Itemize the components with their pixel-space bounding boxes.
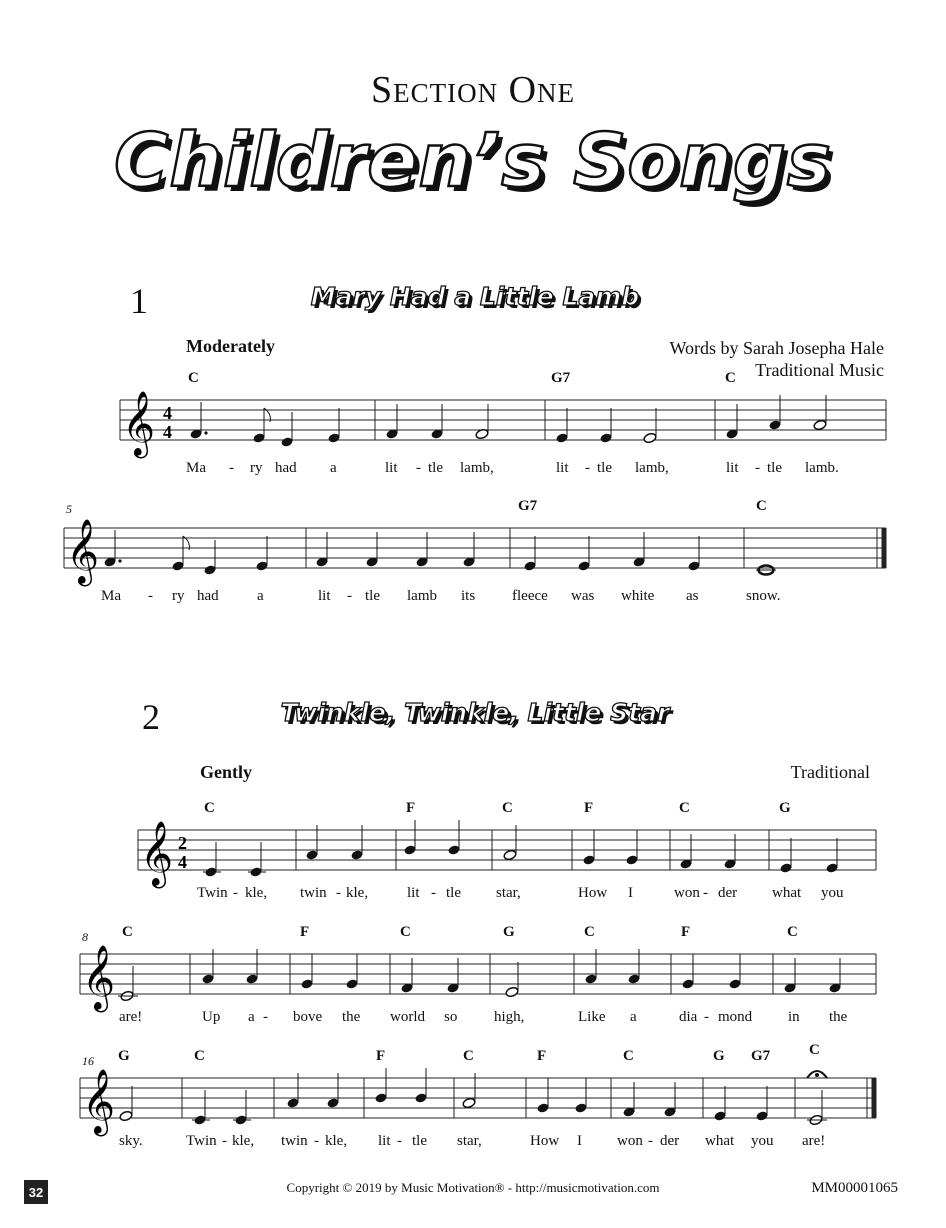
lyric-syllable: Twin: [186, 1133, 217, 1149]
measure-number: 5: [66, 502, 72, 516]
lyric-syllable: as: [686, 588, 699, 604]
chord-symbol: C: [584, 924, 595, 940]
lyric-hyphen: -: [755, 460, 760, 476]
lyric-syllable: der: [660, 1133, 680, 1149]
measure-number: 8: [82, 930, 88, 944]
lyric-syllable: had: [275, 460, 297, 476]
lyric-hyphen: -: [336, 885, 341, 901]
lyric-syllable: kle,: [325, 1133, 348, 1149]
chord-symbol: C: [623, 1048, 634, 1064]
time-signature-bottom: 4: [178, 852, 187, 872]
lyric-syllable: are!: [802, 1133, 826, 1149]
chord-symbol: G7: [551, 370, 571, 386]
lyric-syllable: white: [621, 588, 655, 604]
lyric-syllable: twin: [300, 885, 327, 901]
lyric-syllable: bove: [293, 1009, 323, 1025]
lyric-syllable: Ma: [101, 588, 121, 604]
lyric-syllable: had: [197, 588, 219, 604]
chord-symbol: F: [406, 800, 416, 816]
lyric-syllable: ry: [250, 460, 263, 476]
lyric-syllable: lamb,: [460, 460, 494, 476]
lyric-syllable: lit: [726, 460, 739, 476]
chord-symbol: C: [122, 924, 133, 940]
lyric-hyphen: -: [347, 588, 352, 604]
lyric-syllable: was: [571, 588, 595, 604]
measure-number: 16: [82, 1054, 94, 1068]
time-signature-top: 2: [178, 833, 187, 853]
lyric-hyphen: -: [233, 885, 238, 901]
lyric-syllable: kle,: [346, 885, 369, 901]
lyric-syllable: star,: [457, 1133, 482, 1149]
chord-symbol: G: [503, 924, 515, 940]
lyric-syllable: lit: [318, 588, 331, 604]
chord-symbol: F: [681, 924, 691, 940]
lyric-syllable: a: [330, 460, 337, 476]
lyric-hyphen: -: [314, 1133, 319, 1149]
chord-symbol: G: [779, 800, 791, 816]
lyric-syllable: ry: [172, 588, 185, 604]
lyric-syllable: kle,: [245, 885, 268, 901]
lyric-syllable: lamb.: [805, 460, 839, 476]
lyric-syllable: Up: [202, 1009, 221, 1025]
lyric-syllable: a: [248, 1009, 255, 1025]
lyric-syllable: snow.: [746, 588, 781, 604]
treble-clef-icon: 𝄞: [82, 945, 116, 1010]
copyright-notice: Copyright © 2019 by Music Motivation® - http://musicmotivation.com: [286, 1180, 660, 1195]
lyric-syllable: How: [578, 885, 608, 901]
lyric-syllable: I: [577, 1133, 582, 1149]
lyric-hyphen: -: [229, 460, 234, 476]
lyric-syllable: lamb: [407, 588, 437, 604]
lyric-syllable: der: [718, 885, 738, 901]
music-staff: [0, 820, 946, 900]
music-credit: Traditional: [790, 762, 870, 782]
lyric-hyphen: -: [397, 1133, 402, 1149]
treble-clef-icon: 𝄞: [82, 1069, 116, 1134]
chord-symbol: C: [756, 498, 767, 514]
music-credit: Traditional Music: [755, 360, 884, 380]
note-group: [119, 1068, 827, 1126]
lyric-syllable: kle,: [232, 1133, 255, 1149]
lyric-syllable: tle: [428, 460, 443, 476]
lyric-hyphen: -: [431, 885, 436, 901]
chord-symbol: C: [188, 370, 199, 386]
lyric-syllable: lit: [385, 460, 398, 476]
lyric-syllable: tle: [365, 588, 380, 604]
page-number-badge: 32: [24, 1180, 48, 1204]
song-number: 1: [130, 281, 148, 321]
chord-symbol: G: [713, 1048, 725, 1064]
lyric-syllable: Twin: [197, 885, 228, 901]
chord-symbol: C: [194, 1048, 205, 1064]
song-number: 2: [142, 697, 160, 737]
lyric-syllable: won: [617, 1133, 643, 1149]
lyric-syllable: fleece: [512, 588, 548, 604]
song-title: Mary Had a Little Lamb: [310, 282, 640, 311]
lyric-syllable: Like: [578, 1009, 606, 1025]
lyric-syllable: lit: [378, 1133, 391, 1149]
lyric-syllable: Ma: [186, 460, 206, 476]
lyric-syllable: tle: [412, 1133, 427, 1149]
chord-symbol: C: [787, 924, 798, 940]
lyric-syllable: you: [821, 885, 844, 901]
lyric-syllable: mond: [718, 1009, 753, 1025]
chord-symbol: G7: [518, 498, 538, 514]
fermata-icon: [807, 1071, 827, 1078]
lyric-syllable: what: [772, 885, 802, 901]
time-signature-bottom: 4: [163, 422, 172, 442]
lyricist-credit: Words by Sarah Josepha Hale: [669, 338, 884, 358]
lyric-syllable: so: [444, 1009, 458, 1025]
note-group: [203, 820, 839, 878]
lyric-syllable: the: [342, 1009, 361, 1025]
chord-symbol: C: [204, 800, 215, 816]
lyric-hyphen: -: [148, 588, 153, 604]
lyric-hyphen: -: [263, 1009, 268, 1025]
lyric-syllable: tle: [767, 460, 782, 476]
lyric-hyphen: -: [585, 460, 590, 476]
tempo-marking: Moderately: [186, 336, 275, 356]
lyric-syllable: lit: [407, 885, 420, 901]
lyric-syllable: I: [628, 885, 633, 901]
chord-symbol: C: [502, 800, 513, 816]
lyric-syllable: a: [257, 588, 264, 604]
lyric-syllable: tle: [597, 460, 612, 476]
chord-symbol: F: [584, 800, 594, 816]
chord-symbol: C: [463, 1048, 474, 1064]
song-title: Twinkle, Twinkle, Little Star: [280, 698, 670, 727]
music-staff: [0, 390, 946, 470]
chord-symbol: F: [537, 1048, 547, 1064]
treble-clef-icon: 𝄞: [122, 391, 156, 456]
lyric-syllable: the: [829, 1009, 848, 1025]
section-label: Section One: [370, 69, 576, 111]
lyric-syllable: tle: [446, 885, 461, 901]
note-group: [103, 530, 776, 576]
lyric-syllable: lit: [556, 460, 569, 476]
music-staff: [0, 518, 946, 598]
chord-symbol: G7: [751, 1048, 771, 1064]
lyric-hyphen: -: [703, 885, 708, 901]
lyric-syllable: sky.: [119, 1133, 143, 1149]
lyric-syllable: high,: [494, 1009, 525, 1025]
treble-clef-icon: 𝄞: [66, 519, 100, 584]
lyric-hyphen: -: [648, 1133, 653, 1149]
lyric-syllable: won: [674, 885, 700, 901]
lyric-hyphen: -: [222, 1133, 227, 1149]
lyric-syllable: what: [705, 1133, 735, 1149]
chord-symbol: C: [400, 924, 411, 940]
section-title: Children’s Songs: [114, 118, 832, 204]
lyric-syllable: its: [461, 588, 476, 604]
lyric-syllable: dia: [679, 1009, 698, 1025]
catalog-number: MM00001065: [811, 1180, 898, 1196]
lyric-hyphen: -: [416, 460, 421, 476]
tempo-marking: Gently: [200, 762, 252, 782]
lyric-syllable: in: [788, 1009, 800, 1025]
lyric-syllable: star,: [496, 885, 521, 901]
lyric-syllable: lamb,: [635, 460, 669, 476]
lyric-syllable: How: [530, 1133, 560, 1149]
lyric-syllable: are!: [119, 1009, 143, 1025]
chord-symbol: G: [118, 1048, 130, 1064]
time-signature-top: 4: [163, 403, 172, 423]
lyric-syllable: a: [630, 1009, 637, 1025]
chord-symbol: F: [300, 924, 310, 940]
lyric-syllable: you: [751, 1133, 774, 1149]
chord-symbol: C: [679, 800, 690, 816]
chord-symbol: C: [725, 370, 736, 386]
treble-clef-icon: 𝄞: [140, 821, 174, 886]
lyric-hyphen: -: [704, 1009, 709, 1025]
chord-symbol: F: [376, 1048, 386, 1064]
chord-symbol: C: [809, 1042, 820, 1058]
lyric-syllable: world: [390, 1009, 425, 1025]
lyric-syllable: twin: [281, 1133, 308, 1149]
